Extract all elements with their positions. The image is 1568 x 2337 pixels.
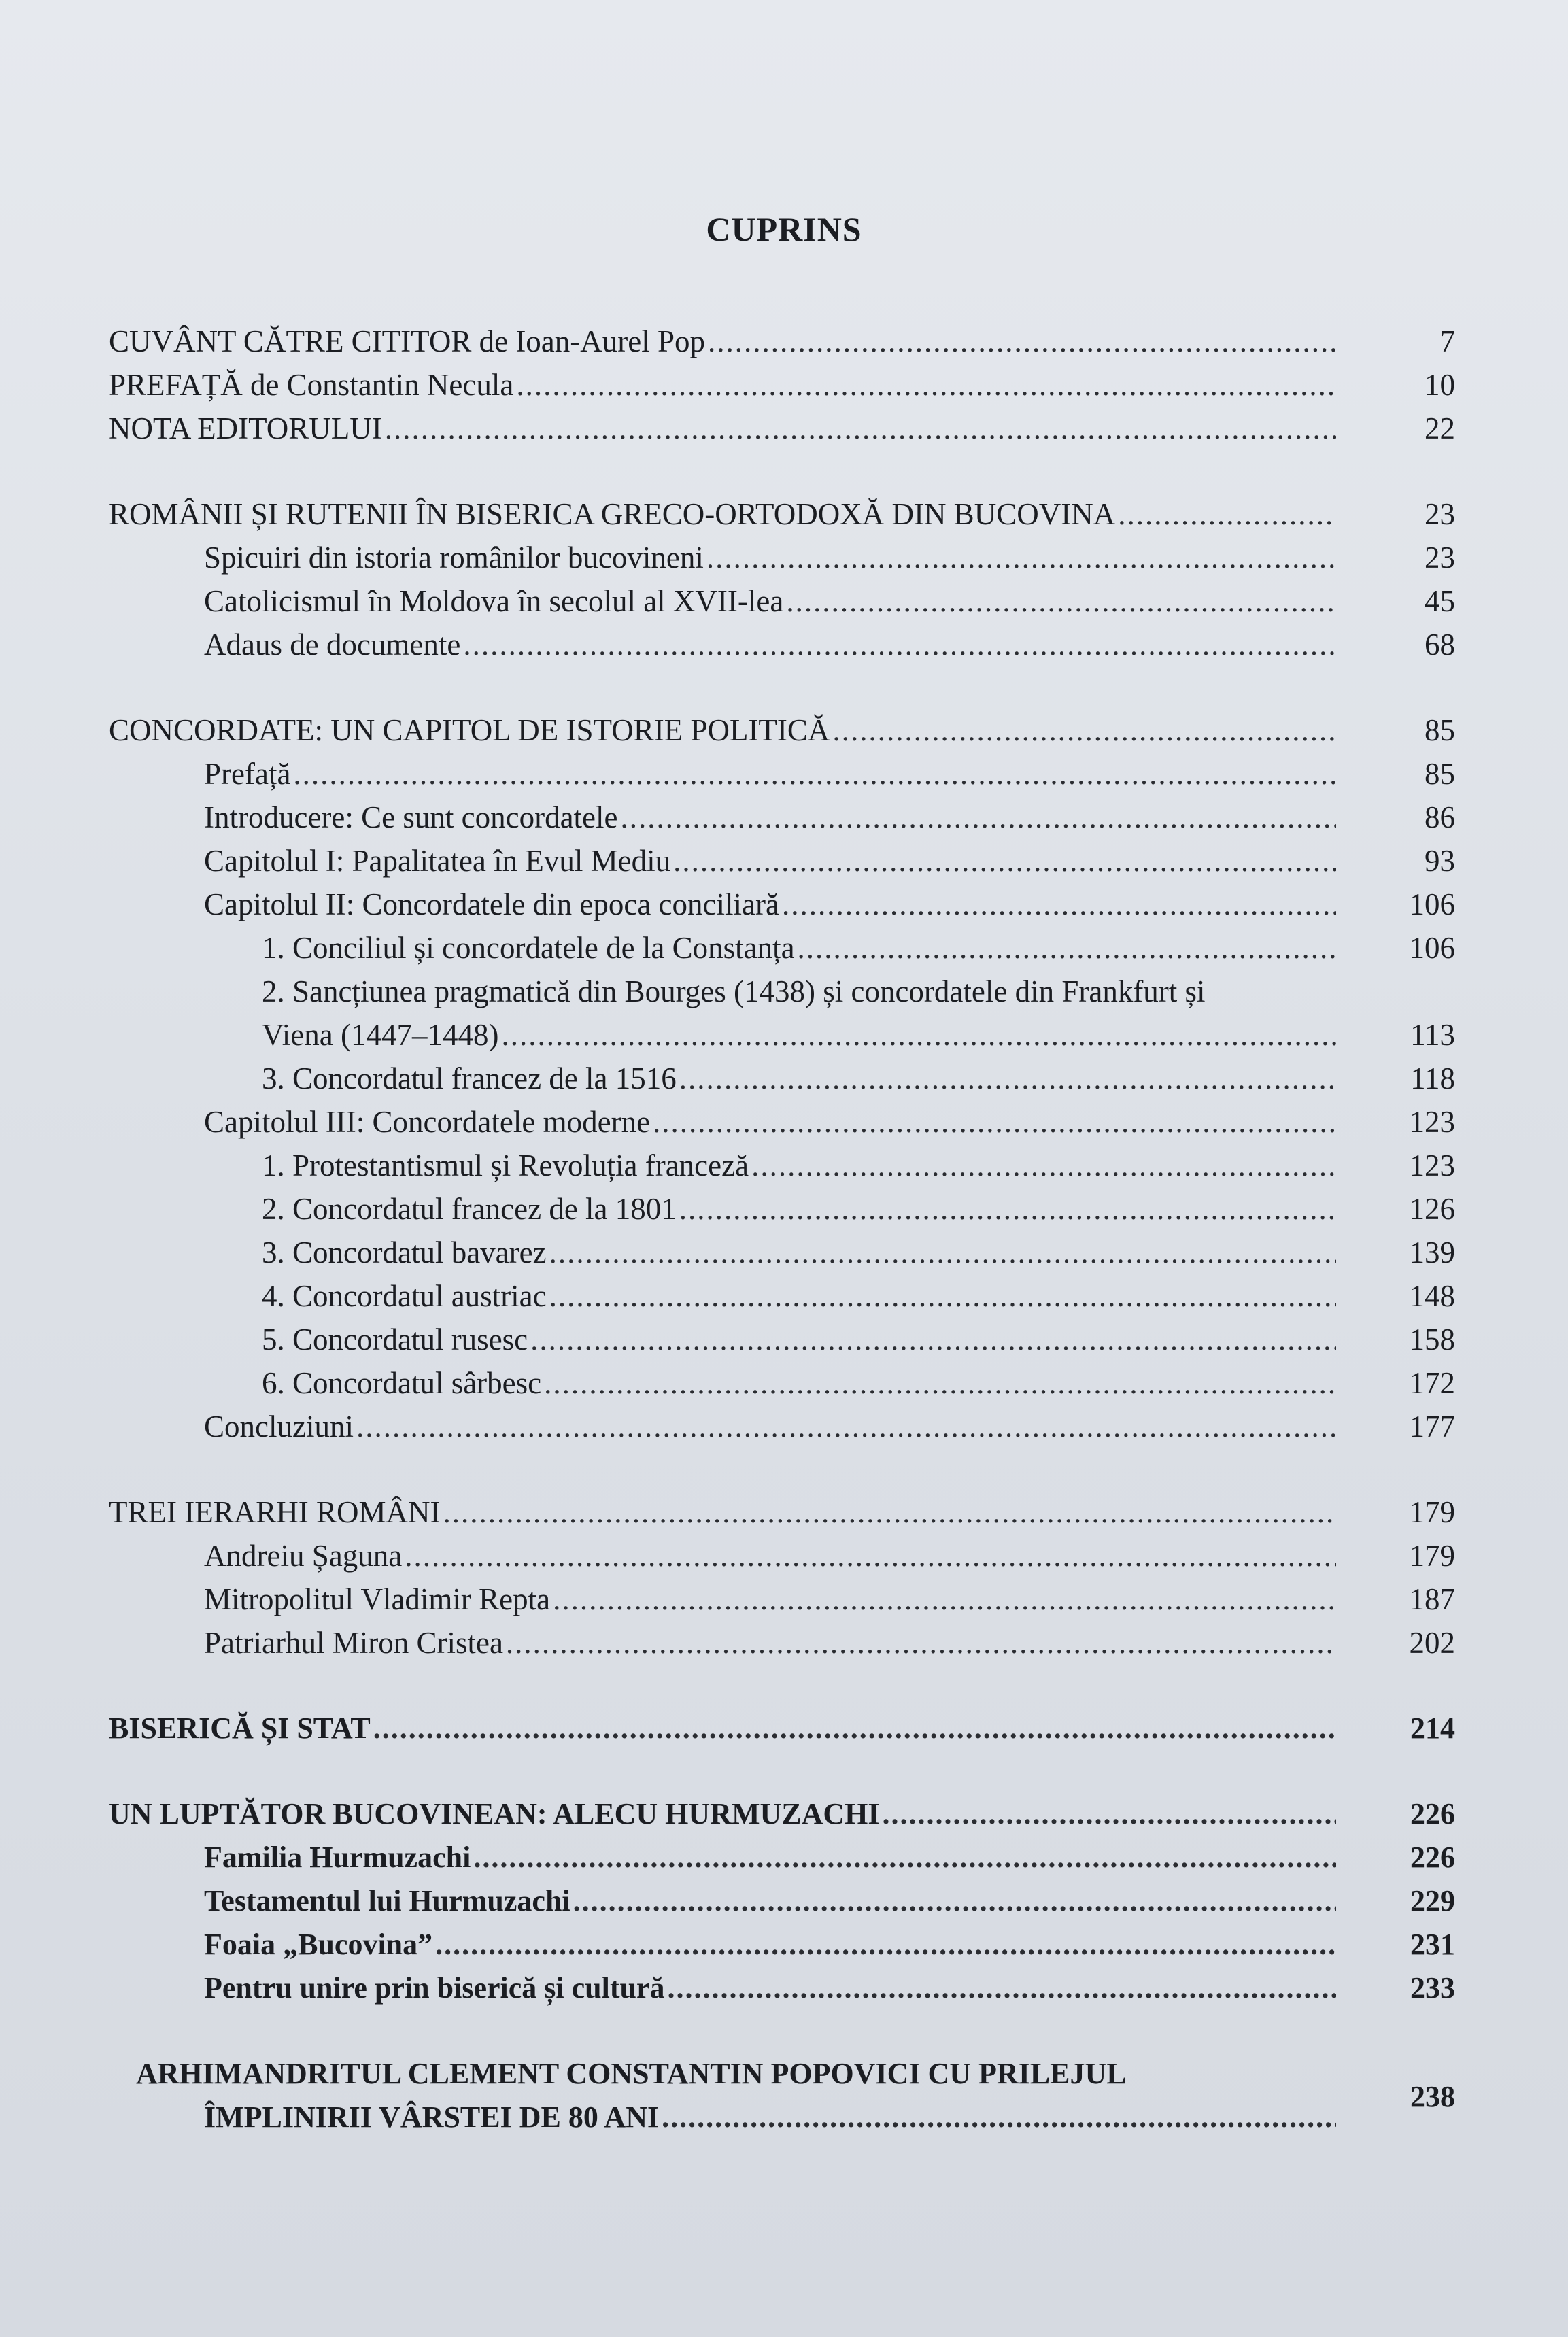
- dot-leader: [708, 320, 1336, 363]
- toc-entry-title: Testamentul lui Hurmuzachi: [204, 1884, 570, 1917]
- toc-entry-title: Concluziuni: [204, 1410, 354, 1444]
- toc-page-number: 10: [1425, 368, 1455, 402]
- dot-leader: [673, 839, 1336, 883]
- toc-entry-title-line2: ÎMPLINIRII VÂRSTEI DE 80 ANI: [204, 2100, 660, 2134]
- toc-entry-title: BISERICĂ ȘI STAT: [109, 1711, 371, 1745]
- toc-page-number: 106: [1409, 887, 1455, 921]
- dot-leader: [782, 883, 1336, 926]
- toc-page-number: 187: [1409, 1582, 1455, 1616]
- toc-entry: [109, 926, 1455, 970]
- spacer: [109, 1750, 1455, 1792]
- toc-entry-title: Prefață: [204, 757, 291, 791]
- dot-leader: [798, 926, 1336, 970]
- toc-entry-title: Pentru unire prin biserică și cultură: [204, 1971, 665, 2005]
- toc-entry-title: 1. Conciliul și concordatele de la Constanța: [262, 931, 795, 965]
- toc-page-number: 22: [1425, 411, 1455, 445]
- toc-entry-title: Catolicismul în Moldova în secolul al XVII-lea: [204, 584, 784, 618]
- toc-page-number: 45: [1425, 584, 1455, 618]
- toc-entry: [109, 363, 1455, 407]
- toc-entry-title: 1. Protestantismul și Revoluția franceză: [262, 1148, 749, 1182]
- toc-entry: [109, 1231, 1455, 1274]
- toc-entry-title: TREI IERARHI ROMÂNI: [109, 1495, 441, 1529]
- dot-leader: [706, 536, 1336, 579]
- toc-entry-title: ROMÂNII ȘI RUTENII ÎN BISERICA GRECO-ORTODOXĂ DIN BUCOVINA: [109, 497, 1116, 531]
- toc-entry: [109, 1577, 1455, 1621]
- dot-leader: [573, 1879, 1336, 1923]
- toc-entry-title: Foaia „Bucovina”: [204, 1928, 433, 1961]
- toc-entry: [109, 839, 1455, 883]
- dot-leader: [463, 623, 1336, 666]
- toc-entry-title: 3. Concordatul francez de la 1516: [262, 1061, 677, 1095]
- toc-section-heading: [109, 1707, 1455, 1750]
- toc-entry: [109, 1361, 1455, 1405]
- toc-entry-title: Mitropolitul Vladimir Repta: [204, 1582, 551, 1616]
- dot-leader: [549, 1231, 1336, 1274]
- toc-entry: [109, 1879, 1455, 1923]
- dot-leader: [653, 1100, 1336, 1144]
- toc-entry: [109, 1274, 1455, 1318]
- toc-entry: [109, 883, 1455, 926]
- toc-page-number: 229: [1410, 1884, 1455, 1917]
- toc-entry: [109, 320, 1455, 363]
- toc-page-number: 214: [1410, 1711, 1455, 1745]
- toc-entry: [109, 1100, 1455, 1144]
- toc-entry: [109, 407, 1455, 450]
- table-of-contents: [109, 320, 1455, 2139]
- dot-leader: [662, 2096, 1336, 2139]
- toc-entry: [109, 1405, 1455, 1448]
- toc-entry-title: Patriarhul Miron Cristea: [204, 1626, 503, 1660]
- dot-leader: [501, 1013, 1336, 1057]
- dot-leader: [883, 1792, 1337, 1836]
- toc-entry-title: 6. Concordatul sârbesc: [262, 1366, 542, 1400]
- spacer: [109, 1665, 1455, 1707]
- dot-leader: [621, 796, 1337, 839]
- dot-leader: [544, 1361, 1336, 1405]
- toc-section-heading: [109, 2052, 1455, 2139]
- dot-leader: [516, 363, 1336, 407]
- toc-entry: [109, 752, 1455, 796]
- toc-entry: [109, 579, 1455, 623]
- dot-leader: [751, 1144, 1336, 1187]
- spacer: [109, 666, 1455, 709]
- toc-entry-title: PREFAȚĂ de Constantin Necula: [109, 368, 514, 402]
- toc-page-number: 123: [1409, 1105, 1455, 1139]
- toc-page-number: 7: [1439, 324, 1455, 358]
- toc-page-number: 202: [1409, 1626, 1455, 1660]
- toc-entry-title: Spicuiri din istoria românilor bucovineni: [204, 541, 704, 575]
- toc-page-number: 106: [1409, 931, 1455, 965]
- toc-entry-title: UN LUPTĂTOR BUCOVINEAN: ALECU HURMUZACHI: [109, 1797, 880, 1830]
- dot-leader: [373, 1707, 1336, 1750]
- dot-leader: [832, 709, 1336, 752]
- dot-leader: [786, 579, 1336, 623]
- toc-entry: [109, 970, 1455, 1057]
- toc-page-number: 172: [1409, 1366, 1455, 1400]
- toc-page-number: 179: [1409, 1495, 1455, 1529]
- toc-entry-title-line1: 2. Sancțiunea pragmatică din Bourges (1438) și concordatele din Frankfurt și: [262, 974, 1206, 1008]
- toc-entry: [109, 1923, 1455, 1966]
- toc-page-number: 233: [1410, 1971, 1455, 2005]
- toc-page-number: 226: [1410, 1841, 1455, 1874]
- toc-entry-title: Andreiu Șaguna: [204, 1539, 403, 1573]
- toc-entry-title: Introducere: Ce sunt concordatele: [204, 800, 618, 834]
- dot-leader: [668, 1966, 1336, 2010]
- toc-entry: [109, 1318, 1455, 1361]
- toc-entry-title: 3. Concordatul bavarez: [262, 1235, 547, 1269]
- dot-leader: [293, 752, 1336, 796]
- toc-entry: [109, 623, 1455, 666]
- dot-leader: [443, 1490, 1336, 1534]
- toc-entry: [109, 1836, 1455, 1879]
- toc-page-number: 126: [1409, 1192, 1455, 1226]
- dot-leader: [530, 1318, 1336, 1361]
- toc-page-number: 68: [1425, 628, 1455, 662]
- toc-section-heading: [109, 492, 1455, 536]
- toc-page-number: 238: [1410, 2080, 1455, 2113]
- toc-entry-title: NOTA EDITORULUI: [109, 411, 382, 445]
- toc-entry: [109, 796, 1455, 839]
- spacer: [109, 450, 1455, 492]
- toc-entry-title: 4. Concordatul austriac: [262, 1279, 547, 1313]
- toc-entry-title: 2. Concordatul francez de la 1801: [262, 1192, 677, 1226]
- toc-page-number: 23: [1425, 541, 1455, 575]
- toc-entry-title: Capitolul I: Papalitatea în Evul Mediu: [204, 844, 671, 878]
- toc-entry: [109, 1187, 1455, 1231]
- toc-entry-title: 5. Concordatul rusesc: [262, 1323, 528, 1357]
- toc-section-heading: [109, 709, 1455, 752]
- dot-leader: [473, 1836, 1336, 1879]
- dot-leader: [553, 1577, 1336, 1621]
- dot-leader: [679, 1057, 1336, 1100]
- toc-page-number: 226: [1410, 1797, 1455, 1830]
- toc-page-number: 148: [1409, 1279, 1455, 1313]
- spacer: [109, 2010, 1455, 2052]
- toc-entry-title: Familia Hurmuzachi: [204, 1841, 471, 1874]
- toc-page-number: 85: [1425, 757, 1455, 791]
- toc-entry: [109, 1057, 1455, 1100]
- toc-section-heading: [109, 1792, 1455, 1836]
- toc-entry-title-line1: ARHIMANDRITUL CLEMENT CONSTANTIN POPOVICI CU PRILEJUL: [136, 2057, 1127, 2090]
- toc-entry: [109, 1966, 1455, 2010]
- dot-leader: [506, 1621, 1336, 1665]
- toc-page-number: 231: [1410, 1928, 1455, 1961]
- dot-leader: [405, 1534, 1336, 1577]
- toc-page-number: 23: [1425, 497, 1455, 531]
- dot-leader: [549, 1274, 1336, 1318]
- dot-leader: [1118, 492, 1336, 536]
- toc-page-number: 118: [1410, 1061, 1455, 1095]
- toc-entry: [109, 536, 1455, 579]
- toc-entry: [109, 1621, 1455, 1665]
- toc-entry-title-line2: Viena (1447–1448): [262, 1018, 499, 1052]
- dot-leader: [679, 1187, 1336, 1231]
- toc-page-number: 139: [1409, 1235, 1455, 1269]
- toc-page-number: 93: [1425, 844, 1455, 878]
- toc-page-number: 158: [1409, 1323, 1455, 1357]
- toc-page-number: 177: [1409, 1410, 1455, 1444]
- dot-leader: [385, 407, 1336, 450]
- toc-page-number: 179: [1409, 1539, 1455, 1573]
- toc-entry: [109, 1144, 1455, 1187]
- toc-entry-title: Capitolul II: Concordatele din epoca conciliară: [204, 887, 779, 921]
- dot-leader: [356, 1405, 1336, 1448]
- toc-page-number: 86: [1425, 800, 1455, 834]
- toc-entry-title: CONCORDATE: UN CAPITOL DE ISTORIE POLITICĂ: [109, 713, 830, 747]
- toc-entry-title: Adaus de documente: [204, 628, 461, 662]
- dot-leader: [435, 1923, 1336, 1966]
- toc-page-number: 85: [1425, 713, 1455, 747]
- spacer: [109, 1448, 1455, 1490]
- page-title: CUPRINS: [706, 210, 862, 248]
- toc-page-number: 123: [1409, 1148, 1455, 1182]
- toc-section-heading: [109, 1490, 1455, 1534]
- toc-page-number: 113: [1410, 1018, 1455, 1052]
- toc-entry: [109, 1534, 1455, 1577]
- toc-entry-title: Capitolul III: Concordatele moderne: [204, 1105, 651, 1139]
- toc-entry-title: CUVÂNT CĂTRE CITITOR de Ioan-Aurel Pop: [109, 324, 705, 358]
